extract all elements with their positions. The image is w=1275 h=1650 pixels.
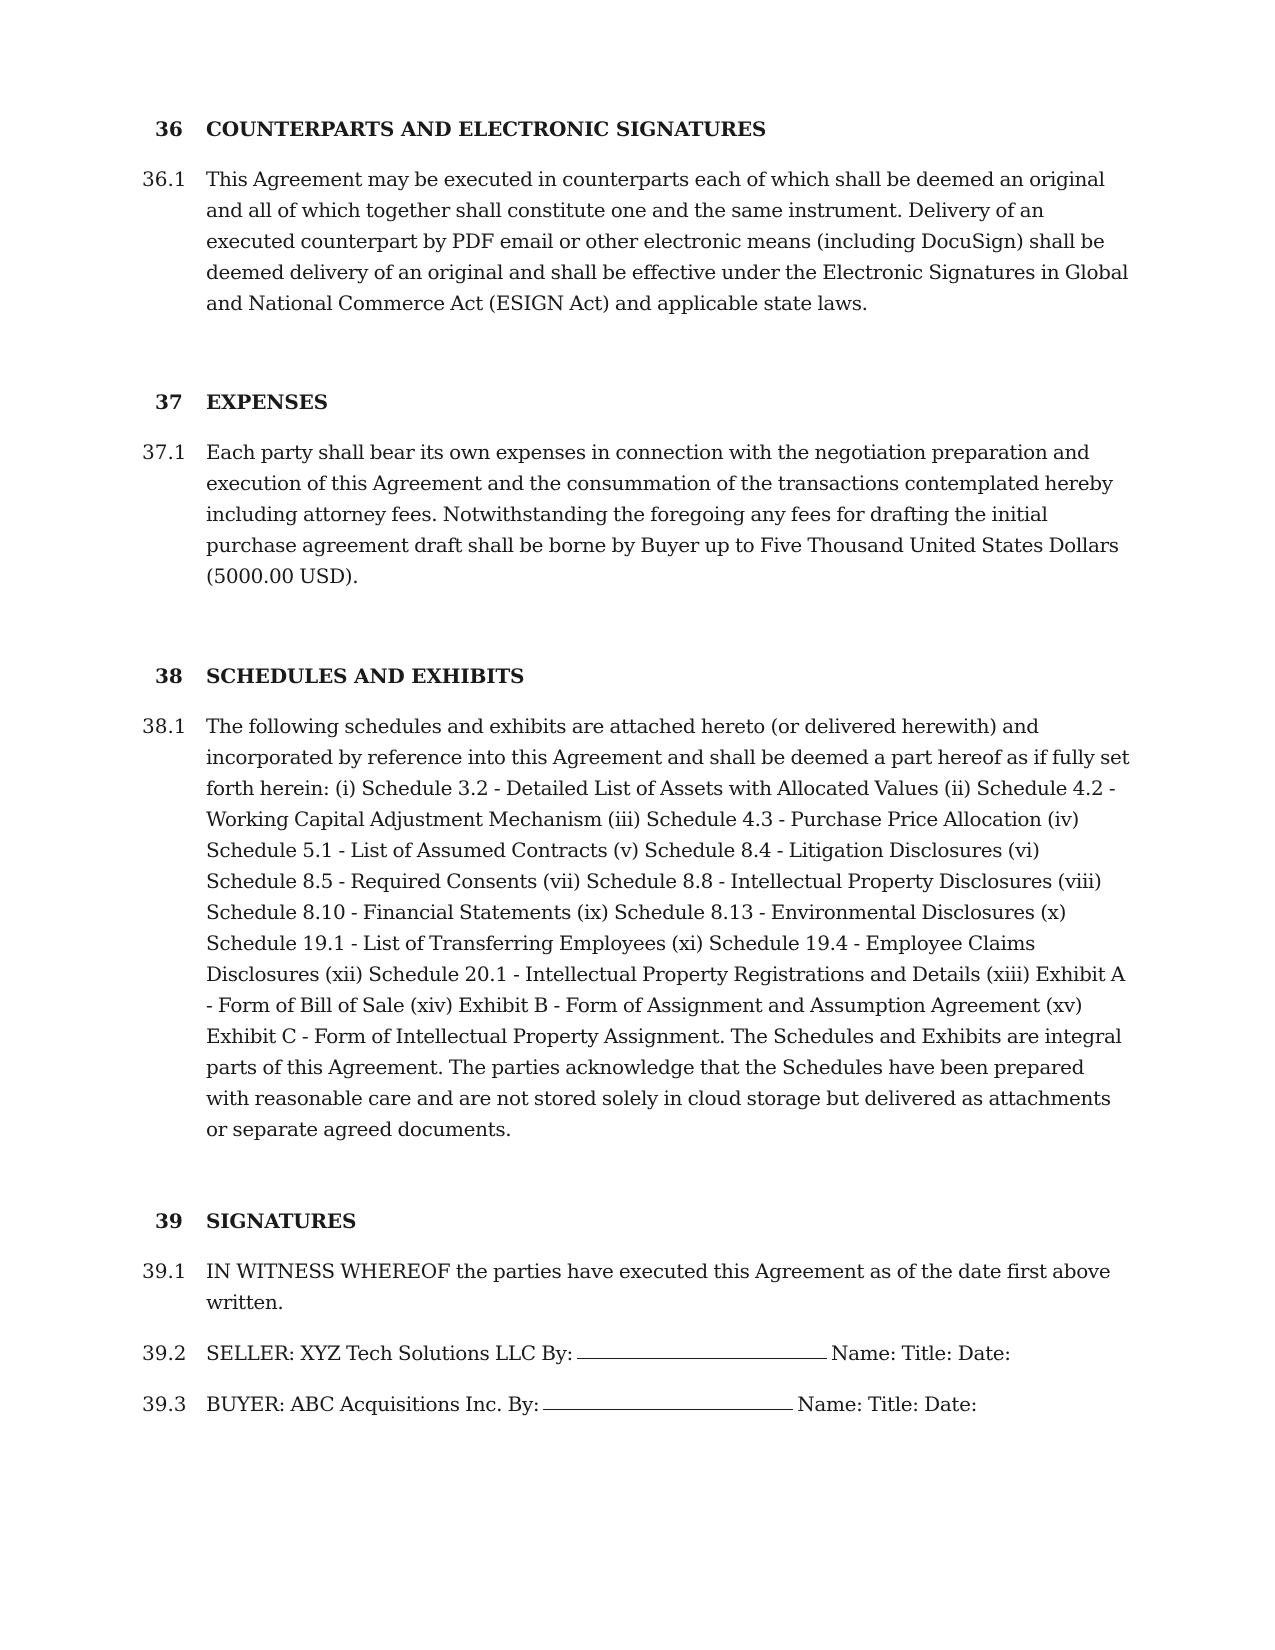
buyer-label: BUYER: ABC Acquisitions Inc. By: <box>206 1392 540 1416</box>
buyer-fields: Name: Title: Date: <box>797 1392 977 1416</box>
section-heading <box>0 387 1275 417</box>
clause-text: IN WITNESS WHEREOF the parties have executed this Agreement as of the date first above written. <box>206 1259 1111 1314</box>
seller-label: SELLER: XYZ Tech Solutions LLC By: <box>206 1341 573 1365</box>
section-36 <box>0 114 1275 319</box>
section-37 <box>0 387 1275 592</box>
clause-number: 39.3 <box>142 1392 187 1416</box>
clause-number: 39.1 <box>142 1259 187 1283</box>
section-title: EXPENSES <box>206 390 328 414</box>
buyer-signature-line[interactable] <box>543 1408 793 1410</box>
section-39 <box>0 1206 1275 1420</box>
seller-fields: Name: Title: Date: <box>830 1341 1011 1365</box>
clause-number: 39.2 <box>142 1341 187 1365</box>
section-title: COUNTERPARTS AND ELECTRONIC SIGNATURES <box>206 117 767 141</box>
clause-number: 36.1 <box>142 167 187 191</box>
clause-text: This Agreement may be executed in counterparts each of which shall be deemed an original and all of which together shall constitute one and the same instrument. Delivery of an executed counterpart by PDF email or other electronic means (including DocuSign) shall be deemed delivery of an original and shall be effective under the Electronic Signatures in Global and National Commerce Act (ESIGN Act) and applicable state laws. <box>206 167 1129 315</box>
clause-37-1 <box>0 437 1275 592</box>
section-title: SIGNATURES <box>206 1209 357 1233</box>
clause-39-2 <box>0 1338 1275 1369</box>
section-heading <box>0 1206 1275 1236</box>
signature-block-buyer <box>206 1389 1132 1420</box>
clause-text: The following schedules and exhibits are attached hereto (or delivered herewith) and incorporated by reference into this Agreement and shall be deemed a part hereof as if fully set forth herein: (i) Schedule 3.2 - Detailed List of Assets with Allocated Values (ii) Schedule 4.2 - Working Capital Adjustment Mechanism (iii) Schedule 4.3 - Purchase Price Allocation (iv) Schedule 5.1 - List of Assumed Contracts (v) Schedule 8.4 - Litigation Disclosures (vi) Schedule 8.5 - Required Consents (vii) Schedule 8.8 - Intellectual Property Disclosures (viii) Schedule 8.10 - Financial Statements (ix) Schedule 8.13 - Environmental Disclosures (x) Schedule 19.1 - List of Transferring Employees (xi) Schedule 19.4 - Employee Claims Disclosures (xii) Schedule 20.1 - Intellectual Property Registrations and Details (xiii) Exhibit A - Form of Bill of Sale (xiv) Exhibit B - Form of Assignment and Assumption Agreement (xv) Exhibit C - Form of Intellectual Property Assignment. The Schedules and Exhibits are integral parts of this Agreement. The parties acknowledge that the Schedules have been prepared with reasonable care and are not stored solely in cloud storage but delivered as attachments or separate agreed documents. <box>206 714 1130 1141</box>
section-number: 38 <box>155 664 183 688</box>
section-number: 39 <box>155 1209 183 1233</box>
section-heading <box>0 114 1275 144</box>
section-title: SCHEDULES AND EXHIBITS <box>206 664 525 688</box>
clause-38-1 <box>0 711 1275 1145</box>
section-heading <box>0 661 1275 691</box>
clause-number: 38.1 <box>142 714 187 738</box>
clause-39-3 <box>0 1389 1275 1420</box>
clause-text: Each party shall bear its own expenses in connection with the negotiation preparation and execution of this Agreement and the consummation of the transactions contemplated hereby including attorney fees. Notwithstanding the foregoing any fees for drafting the initial purchase agreement draft shall be borne by Buyer up to Five Thousand United States Dollars (5000.00 USD). <box>206 440 1119 588</box>
clause-number: 37.1 <box>142 440 187 464</box>
signature-block-seller <box>206 1338 1132 1369</box>
seller-signature-line[interactable] <box>577 1357 827 1359</box>
section-number: 36 <box>155 117 183 141</box>
clause-39-1 <box>0 1256 1275 1318</box>
section-38 <box>0 661 1275 1145</box>
clause-36-1 <box>0 164 1275 319</box>
section-number: 37 <box>155 390 183 414</box>
